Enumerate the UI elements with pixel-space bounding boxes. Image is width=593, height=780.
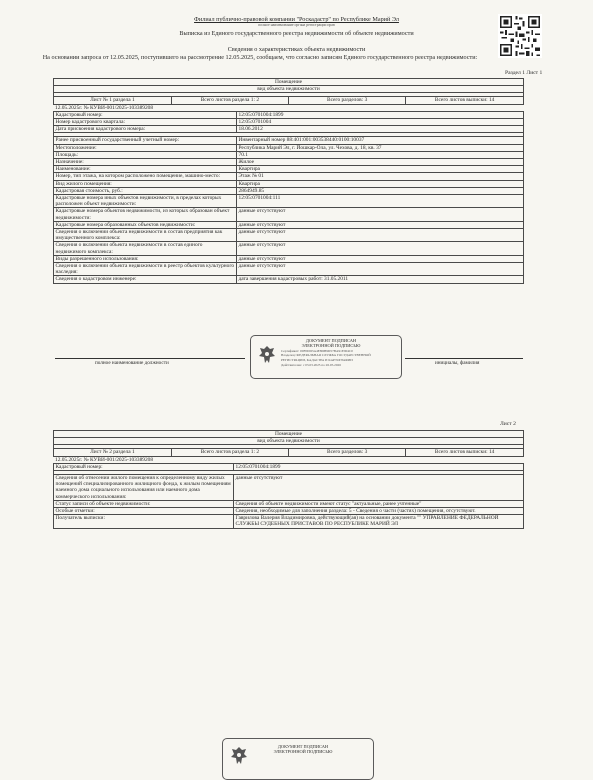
field-label: Виды разрешенного использования: bbox=[54, 255, 237, 262]
field-value: Сведения об объекте недвижимости имеют статус "актуальные, ранее учтенные" bbox=[234, 500, 524, 507]
table-row bbox=[54, 144, 524, 151]
field-value: Этаж № 01 bbox=[237, 173, 524, 180]
field-label: Кадастровый номер: bbox=[54, 111, 237, 118]
table-row bbox=[54, 208, 524, 221]
extract-title: Выписка из Единого государственного реестра недвижимости об объекте недвижимости bbox=[179, 30, 414, 37]
sheet-2-reference: 12.05.2025г. № КУВИ-001/2025-103389208 bbox=[54, 456, 524, 463]
field-label: Вид жилого помещения: bbox=[54, 180, 237, 187]
field-value: 12:05:0701004:1899 bbox=[237, 111, 524, 118]
table-row bbox=[54, 180, 524, 187]
total-extract-sheets: Всего листов выписки: 14 bbox=[434, 97, 495, 104]
sheet-2-number: Лист № 2 раздела 1 bbox=[54, 449, 171, 455]
coat-of-arms-icon bbox=[258, 344, 276, 366]
field-label: Наименование: bbox=[54, 166, 237, 173]
field-label: Кадастровые номера иных объектов недвижимости, в пределах которых расположен объект недвижимости: bbox=[54, 195, 237, 208]
field-label: Статус записи об объекте недвижимости: bbox=[54, 500, 234, 507]
table-row bbox=[54, 475, 524, 501]
name-line bbox=[405, 358, 523, 359]
object-type-caption: вид объекта недвижимости bbox=[54, 86, 524, 93]
field-label: Номер, тип этажа, на котором расположено помещение, машино-место: bbox=[54, 173, 237, 180]
field-value: Квартира bbox=[237, 180, 524, 187]
request-basis: На основании запроса от 12.05.2025, поступившего на рассмотрение 12.05.2025, сообщаем, что согласно записям Единого государственного реестра недвижимости: bbox=[42, 54, 478, 61]
agency-caption: полное наименование органа регистрации прав bbox=[258, 23, 335, 27]
sheet-2-meta bbox=[54, 449, 523, 455]
field-label: Сведения о включении объекта недвижимости в реестр объектов культурного наследия: bbox=[54, 263, 237, 276]
field-label: Сведения о включении объекта недвижимости в состав предприятия как имущественного комплекса: bbox=[54, 229, 237, 242]
field-label: Кадастровые номера объектов недвижимости, из которых образован объект недвижимости: bbox=[54, 208, 237, 221]
total-sheets: Всего листов раздела 1: 2 bbox=[171, 97, 288, 103]
stamp-validity: Действителен: с 03.03.2025 по 26.05.2026 bbox=[281, 362, 341, 367]
field-label: Кадастровая стоимость, руб.: bbox=[54, 187, 237, 194]
sheet-2-label: Лист 2 bbox=[500, 421, 516, 427]
object-type: Помещение bbox=[54, 79, 524, 86]
table-row bbox=[54, 195, 524, 208]
sheet-2-total-sections: Всего разделов: 3 bbox=[289, 449, 406, 455]
field-value: данные отсутствуют bbox=[237, 255, 524, 262]
table-row bbox=[54, 500, 524, 507]
field-value: данные отсутствуют bbox=[237, 221, 524, 228]
position-caption: полное наименование должности bbox=[95, 360, 169, 366]
table-row bbox=[54, 119, 524, 126]
field-label: Кадастровые номера образованных объектов недвижимости: bbox=[54, 221, 237, 228]
table-row bbox=[54, 137, 524, 144]
field-value: 12:05:0701004 bbox=[237, 119, 524, 126]
sheet-1-table bbox=[53, 78, 524, 284]
table-row bbox=[54, 221, 524, 228]
field-value: Квартира bbox=[237, 166, 524, 173]
field-label: Сведения об отнесении жилого помещения к определенному виду жилых помещений специализированного жилищного фонда, к жилым помещениям наемного дома социального использования или наемного дома коммерческого использования: bbox=[54, 475, 234, 501]
table-row bbox=[54, 166, 524, 173]
field-label: Дата присвоения кадастрового номера: bbox=[54, 126, 237, 133]
sheet-2-table bbox=[53, 430, 524, 529]
table-row bbox=[54, 173, 524, 180]
field-value: 18.06.2012 bbox=[237, 126, 524, 133]
field-value: Гаврилова Валерия Владимировна, действующий(ая) на основании документа "" УПРАВЛЕНИЕ ФЕДЕРАЛЬНОЙ СЛУЖБЫ СУДЕБНЫХ ПРИСТАВОВ ПО РЕСПУБЛИКЕ МАРИЙ ЭЛ bbox=[234, 515, 524, 528]
stamp-owner: Владелец: ФЕДЕРАЛЬНАЯ СЛУЖБА ГОСУДАРСТВЕННОЙ bbox=[281, 353, 371, 358]
table-row bbox=[54, 263, 524, 276]
table-row bbox=[54, 242, 524, 255]
field-value: Жилое bbox=[237, 159, 524, 166]
field-value: Сведения, необходимые для заполнения раздела: 5 - Сведения о части (частях) помещения, отсутствуют. bbox=[234, 508, 524, 515]
field-label: Сведения о кадастровом инженере: bbox=[54, 276, 237, 283]
table-row bbox=[54, 508, 524, 515]
field-value: данные отсутствуют bbox=[237, 208, 524, 221]
sheet-2-total-extract: Всего листов выписки: 14 bbox=[434, 449, 495, 456]
qr-code-icon bbox=[498, 14, 542, 58]
field-label: Получатель выписки: bbox=[54, 515, 234, 528]
field-value: Инвентарный номер 88:401:001:003538440:0100:10037 bbox=[237, 137, 524, 144]
stamp-2-title-1: ДОКУМЕНТ ПОДПИСАН bbox=[277, 744, 329, 749]
field-label: Ранее присвоенный государственный учетный номер: bbox=[54, 137, 237, 144]
total-sections: Всего разделов: 3 bbox=[289, 97, 406, 103]
field-label: Площадь: bbox=[54, 151, 237, 158]
stamp-title-2: ЭЛЕКТРОННОЙ ПОДПИСЬЮ bbox=[301, 342, 361, 348]
position-line bbox=[55, 358, 245, 359]
table-row bbox=[54, 515, 524, 528]
field-value: дата завершения кадастровых работ: 31.05.2011 bbox=[237, 276, 524, 283]
agency-name: Филиал публично-правовой компании "Роскадастр" по Республике Марий Эл bbox=[194, 16, 399, 23]
sheet-number: Лист № 1 раздела 1 bbox=[54, 97, 171, 103]
stamp-certificate: Сертификат: 00F0DD3A4E8DB9D57BA91E904C0 bbox=[281, 348, 353, 353]
sheet-2-object-type: Помещение bbox=[54, 431, 524, 438]
stamp-2-title-2: ЭЛЕКТРОННОЙ ПОДПИСЬЮ bbox=[273, 748, 333, 754]
sheet-2-total-sheets: Всего листов раздела 1: 2 bbox=[171, 449, 288, 455]
document-title: Сведения о характеристиках объекта недвижимости bbox=[227, 46, 366, 53]
field-label: Номер кадастрового квартала: bbox=[54, 119, 237, 126]
sheet-2-cad-value: 12:05:0701004:1899 bbox=[234, 463, 524, 470]
field-value: данные отсутствуют bbox=[237, 263, 524, 276]
section-label: Раздел 1 Лист 1 bbox=[505, 70, 543, 76]
sheet-1-meta bbox=[54, 97, 523, 103]
table-row bbox=[54, 126, 524, 133]
table-row bbox=[54, 111, 524, 118]
name-caption: инициалы, фамилия bbox=[435, 360, 480, 366]
field-label: Сведения о включении объекта недвижимости в состав единого недвижимого комплекса: bbox=[54, 242, 237, 255]
sheet-2-object-type-caption: вид объекта недвижимости bbox=[54, 438, 524, 445]
field-value: данные отсутствуют bbox=[234, 475, 524, 501]
field-label: Особые отметки: bbox=[54, 508, 234, 515]
field-value: 70.1 bbox=[237, 151, 524, 158]
electronic-signature-stamp bbox=[250, 335, 402, 379]
field-value: Республика Марий Эл, г. Йошкар-Ола, ул. Чехова, д. 18, кв. 37 bbox=[237, 144, 524, 151]
stamp-title-1: ДОКУМЕНТ ПОДПИСАН bbox=[305, 338, 357, 343]
table-row bbox=[54, 276, 524, 283]
electronic-signature-stamp-2 bbox=[222, 738, 374, 780]
field-label: Местоположение: bbox=[54, 144, 237, 151]
table-row bbox=[54, 159, 524, 166]
stamp-owner-cont: РЕГИСТРАЦИИ, КАДАСТРА И КАРТОГРАФИИ bbox=[281, 358, 353, 363]
table-row bbox=[54, 187, 524, 194]
sheet-2-cad-label: Кадастровый номер: bbox=[54, 463, 234, 470]
field-value: 12:05:0701004:111 bbox=[237, 195, 524, 208]
field-value: данные отсутствуют bbox=[237, 229, 524, 242]
coat-of-arms-icon-2 bbox=[230, 745, 248, 767]
table-row bbox=[54, 229, 524, 242]
field-label: Назначение: bbox=[54, 159, 237, 166]
field-value: 2864949.85 bbox=[237, 187, 524, 194]
table-row bbox=[54, 255, 524, 262]
field-value: данные отсутствуют bbox=[237, 242, 524, 255]
table-row bbox=[54, 151, 524, 158]
extract-reference: 12.05.2025г. № КУВИ-001/2025-103389208 bbox=[54, 104, 524, 111]
